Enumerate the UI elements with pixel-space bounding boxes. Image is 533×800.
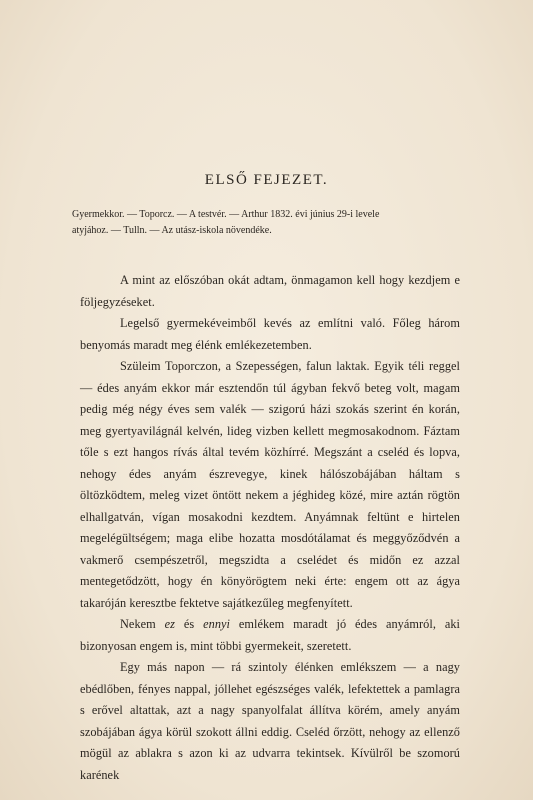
chapter-title: ELSŐ FEJEZET.	[204, 172, 329, 188]
summary-line-2: atyjához. — Tulln. — Az utász-iskola növendéke.	[72, 225, 272, 236]
paragraph-2: Legelső gyermekéveimből kevés az említni való. Főleg három benyomás maradt meg élénk emlékezetemben.	[80, 316, 460, 352]
p4-emphasis-1: ez	[164, 617, 175, 631]
summary-line-1: Gyermekkor. — Toporcz. — A testvér. — Arthur 1832. évi június 29-i levele	[72, 209, 380, 220]
paragraph-1: A mint az előszóban okát adtam, önmagamon kell hogy kezdjem e följegyzéseket.	[80, 273, 460, 309]
paragraph-4	[80, 614, 460, 657]
paragraph-3: Szüleim Toporczon, a Szepességen, falun laktak. Egyik téli reggel — édes anyám ekkor már esztendőn túl ágyban fekvő beteg volt, magam pedig még négy éves sem valék — szigorú házi szokás szerint én korán, meg gyertyavilágnál kelvén, lideg vizben kellett megmosakodnom. Fáztam tőle s ezt hangos rívás által tevém közhírré. Megszánt a cseléd és lopva, nehogy édes anyám észrevegye, kinek hálószobájában háltam s öltözködtem, meleg vizet öntött nekem a jéghideg közé, mire aztán rögtön elhallgatván, vígan mosakodni kezdtem. Anyámnak feltünt e hirtelen megelégültségem; maga elibe hozatta mosdótálamat és meggyőződvén a vakmerő csempészetről, megszidta a cselédet és midőn ez azzal mentegetődzött, hogy én könyörögtem neki érte: engem ott az ágya takaróján keresztbe fektetve sajátkezűleg megfenyített.	[80, 359, 460, 610]
p4-emphasis-2: ennyi	[203, 617, 230, 631]
p4-mid: és	[175, 617, 204, 631]
p4-pre: Nekem	[120, 617, 165, 631]
body-text	[80, 270, 460, 786]
paragraph-5: Egy más napon — rá szintoly élénken emlékszem — a nagy ebédlőben, fényes nappal, jóllehet egészséges valék, lefektettek a pamlagra s erővel altattak, azt a nagy spanyolfalat állítva körém, amely anyám szobájában ágya körül szokott állni eddig. Cseléd őrzött, nehogy az ellenző mögül az ablakra s azon ki az udvarra tekintsek. Kívülről be szomorú karének	[80, 660, 460, 782]
p4-post: emlékem maradt jó édes anyámról, aki bizonyosan engem is, mint többi gyermekeit, szeretett.	[80, 617, 460, 653]
chapter-summary	[72, 207, 464, 239]
